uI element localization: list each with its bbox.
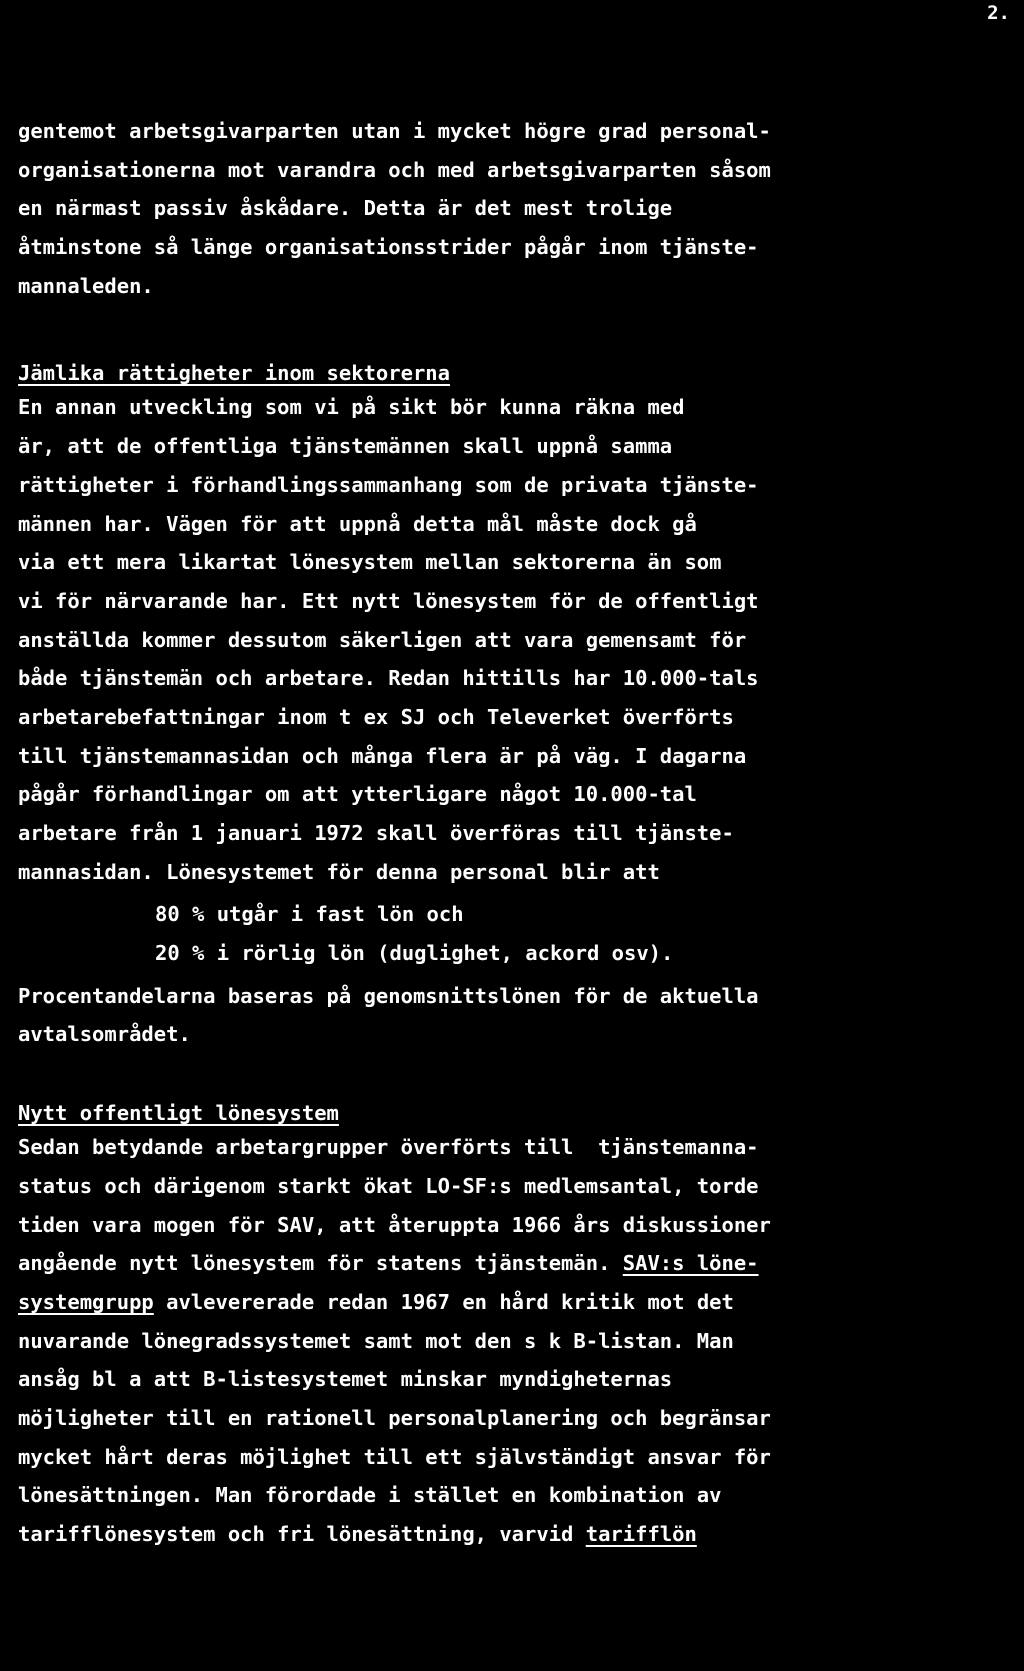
text-line: arbetare från 1 januari 1972 skall överföras till tjänste- xyxy=(18,821,734,845)
text-line: mycket hårt deras möjlighet till ett självständigt ansvar för xyxy=(18,1444,771,1469)
text-line: pågår förhandlingar om att ytterligare något 10.000-tal xyxy=(18,782,697,807)
page-number: 2. xyxy=(987,2,1010,24)
text-line xyxy=(18,1283,1008,1322)
text-line: mannaleden. xyxy=(18,273,154,298)
text-line xyxy=(18,1244,1008,1283)
underlined-term: SAV:s löne- xyxy=(622,1251,759,1276)
paragraph-intro xyxy=(18,112,1008,305)
text-line: är, att de offentliga tjänstemännen skall uppnå samma xyxy=(18,434,673,459)
text-line: rättigheter i förhandlingssammanhang som de privata tjänste- xyxy=(18,472,759,497)
indented-line: 80 % utgår i fast lön och xyxy=(155,902,464,927)
text-line xyxy=(18,1515,1008,1554)
indented-line: 20 % i rörlig lön (duglighet, ackord osv). xyxy=(155,941,674,966)
text-line: ansåg bl a att B-listesystemet minskar myndigheternas xyxy=(18,1367,673,1392)
text-line: mannasidan. Lönesystemet för denna personal blir att xyxy=(18,859,660,884)
section-new-salary-system xyxy=(18,1098,1008,1554)
text-line: gentemot arbetsgivarparten utan i mycket högre grad personal- xyxy=(18,119,771,143)
text-fragment: tarifflönesystem och fri lönesättning, varvid xyxy=(18,1522,586,1546)
underlined-term: systemgrupp xyxy=(18,1289,154,1314)
text-line: lönesättningen. Man förordade i stället en kombination av xyxy=(18,1483,722,1508)
section-heading: Jämlika rättigheter inom sektorerna xyxy=(18,361,450,386)
text-line: en närmast passiv åskådare. Detta är det mest trolige xyxy=(18,196,673,221)
text-line: anställda kommer dessutom säkerligen att vara gemensamt för xyxy=(18,627,747,652)
text-line: Procentandelarna baseras på genomsnittslönen för de aktuella xyxy=(18,983,759,1008)
text-line: tiden vara mogen för SAV, att återuppta 1966 års diskussioner xyxy=(18,1212,771,1237)
text-line: organisationerna mot varandra och med arbetsgivarparten såsom xyxy=(18,157,771,182)
text-line: arbetarebefattningar inom t ex SJ och Televerket överförts xyxy=(18,704,734,729)
text-line: möjligheter till en rationell personalplanering och begränsar xyxy=(18,1405,771,1430)
text-fragment: angående nytt lönesystem för statens tjänstemän. xyxy=(18,1251,623,1276)
document-body xyxy=(18,112,1008,1554)
text-line: åtminstone så länge organisationsstrider pågår inom tjänste- xyxy=(18,235,759,260)
text-line: avtalsområdet. xyxy=(18,1022,191,1047)
section-equal-rights xyxy=(18,358,1008,1054)
section-heading: Nytt offentligt lönesystem xyxy=(18,1101,339,1126)
text-line: nuvarande lönegradssystemet samt mot den s k B-listan. Man xyxy=(18,1328,734,1353)
underlined-term: tarifflön xyxy=(585,1522,697,1546)
text-line: En annan utveckling som vi på sikt bör kunna räkna med xyxy=(18,395,685,420)
text-fragment: avlevererade redan 1967 en hård kritik mot det xyxy=(153,1289,734,1314)
text-line: vi för närvarande har. Ett nytt lönesystem för de offentligt xyxy=(18,588,759,613)
text-line: både tjänstemän och arbetare. Redan hittills har 10.000-tals xyxy=(18,666,759,691)
text-line: männen har. Vägen för att uppnå detta mål måste dock gå xyxy=(18,511,697,536)
text-line: till tjänstemannasidan och många flera är på väg. I dagarna xyxy=(18,743,747,768)
text-line: Sedan betydande arbetargrupper överförts till tjänstemanna- xyxy=(18,1135,759,1160)
text-line: via ett mera likartat lönesystem mellan sektorerna än som xyxy=(18,550,722,575)
text-line: status och därigenom starkt ökat LO-SF:s medlemsantal, torde xyxy=(18,1173,759,1198)
